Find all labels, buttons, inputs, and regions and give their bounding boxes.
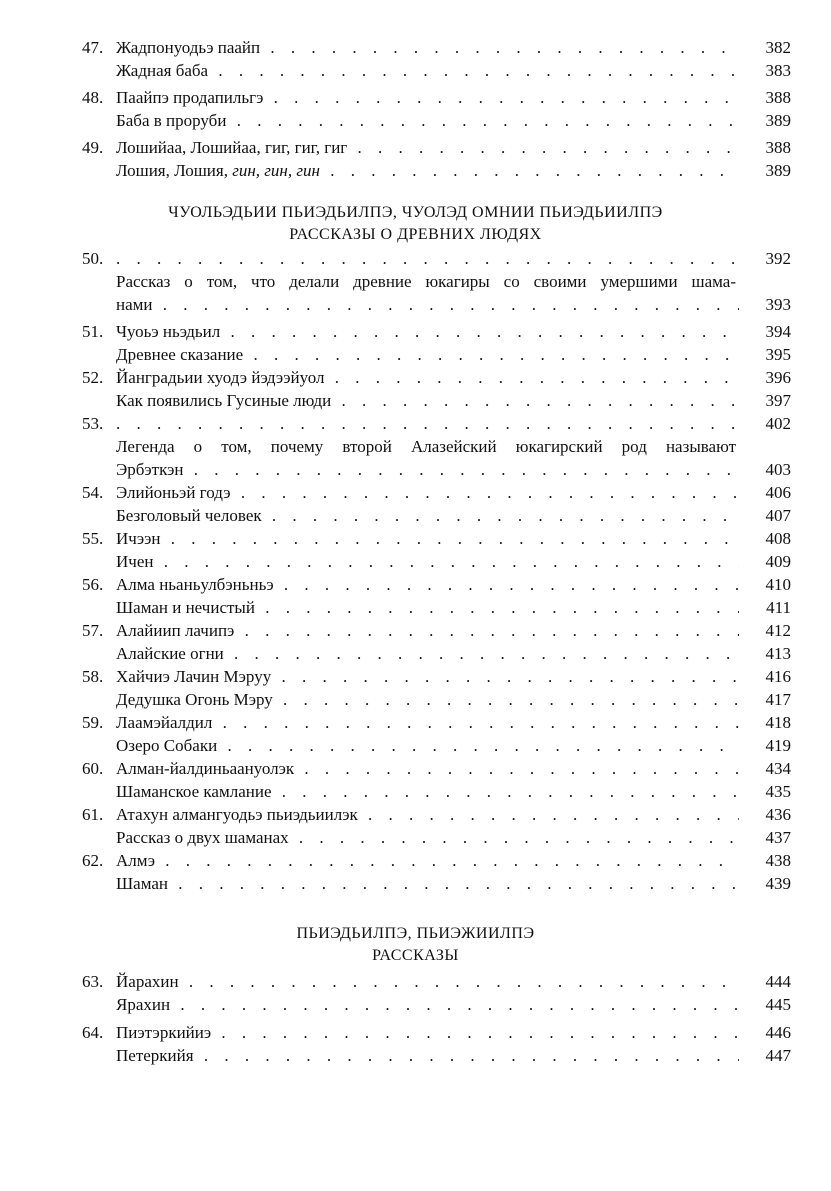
toc-entry-translation <box>0 872 831 895</box>
toc-entry-translation <box>0 550 831 573</box>
entry-title: Йанградьии хуодэ йэдээйуол . . . <box>116 366 739 389</box>
section-heading-line: РАССКАЗЫ <box>372 947 459 964</box>
toc-entry <box>0 757 831 780</box>
entry-title: Алайские огни . . . <box>116 642 739 665</box>
entry-title: Пиэтэркийиэ . . . <box>116 1021 739 1044</box>
entry-title: Йарахин . . . <box>116 970 739 993</box>
section-heading <box>0 202 831 246</box>
toc-entry-translation <box>0 270 831 293</box>
entry-number: 63. <box>82 972 104 991</box>
entry-page: 416 <box>765 667 791 686</box>
entry-number: 60. <box>82 759 104 778</box>
entry-number: 47. <box>82 38 104 57</box>
entry-title: Петеркийя . . . <box>116 1044 739 1067</box>
entry-title: Баба в проруби . . . <box>116 109 739 132</box>
entry-number: 50. <box>82 249 104 268</box>
entry-page: 411 <box>766 598 791 617</box>
toc-entry <box>0 573 831 596</box>
entry-title: Эрбэткэн . . . <box>116 458 739 481</box>
entry-page: 434 <box>765 759 791 778</box>
toc-entry-translation <box>0 109 831 132</box>
toc-entry <box>0 527 831 550</box>
entry-title: Жадная баба . . . <box>116 59 739 82</box>
entry-page: 392 <box>765 249 791 268</box>
toc-entry-translation <box>0 734 831 757</box>
toc-entry-translation <box>0 780 831 803</box>
toc-entry-translation <box>0 293 831 316</box>
toc-entry <box>0 803 831 826</box>
entry-number: 53. <box>82 414 104 433</box>
toc-entry <box>0 366 831 389</box>
entry-page: 417 <box>765 690 791 709</box>
entry-page: 419 <box>765 736 791 755</box>
toc-entry-translation <box>0 504 831 527</box>
entry-title: Шаманское камлание . . . <box>116 780 739 803</box>
toc-entry <box>0 36 831 59</box>
toc-entry-translation <box>0 389 831 412</box>
toc-entry-list <box>0 970 831 1067</box>
entry-page: 389 <box>765 111 791 130</box>
toc-entry-translation <box>0 435 831 458</box>
entry-title: Как появились Гусиные люди . . . <box>116 389 739 412</box>
entry-page: 412 <box>765 621 791 640</box>
toc-entry <box>0 1021 831 1044</box>
toc-entry <box>0 970 831 993</box>
entry-title: Алмэ . . . <box>116 849 739 872</box>
entry-number: 48. <box>82 88 104 107</box>
entry-page: 438 <box>765 851 791 870</box>
toc-entry-translation <box>0 1044 831 1067</box>
toc-entry <box>0 320 831 343</box>
toc-entry-translation <box>0 159 831 182</box>
entry-number: 62. <box>82 851 104 870</box>
entry-page: 410 <box>765 575 791 594</box>
toc-entry-translation <box>0 993 831 1016</box>
entry-number: 61. <box>82 805 104 824</box>
entry-title: Хайчиэ Лачин Мэруу . . . <box>116 665 739 688</box>
entry-page: 439 <box>765 874 791 893</box>
entry-page: 418 <box>765 713 791 732</box>
entry-title: Дедушка Огонь Мэру . . . <box>116 688 739 711</box>
entry-title: Лошия, Лошия, гин, гин, гин . . . <box>116 159 739 182</box>
section-heading-line: ПЬИЭДЬИЛПЭ, ПЬИЭЖИИЛПЭ <box>296 925 535 942</box>
entry-title: Древнее сказание . . . <box>116 343 739 366</box>
toc-entry <box>0 412 831 435</box>
entry-page: 393 <box>765 295 791 314</box>
entry-page: 406 <box>765 483 791 502</box>
entry-title: Алайиип лачипэ . . . <box>116 619 739 642</box>
toc-entry-translation <box>0 596 831 619</box>
entry-number: 49. <box>82 138 104 157</box>
toc-entry-translation <box>0 826 831 849</box>
entry-title: Рассказ о двух шаманах . . . <box>116 826 739 849</box>
toc-entry-translation <box>0 458 831 481</box>
entry-page: 407 <box>765 506 791 525</box>
entry-number: 52. <box>82 368 104 387</box>
entry-number: 57. <box>82 621 104 640</box>
entry-page: 397 <box>765 391 791 410</box>
entry-number: 58. <box>82 667 104 686</box>
entry-title: Лаамэйалдил . . . <box>116 711 739 734</box>
toc-entry <box>0 86 831 109</box>
entry-title: Легенда о том, почему второй Алазейский юкагирский род называют <box>116 437 736 456</box>
entry-page: 446 <box>765 1023 791 1042</box>
entry-page: 388 <box>765 88 791 107</box>
section-heading-line: РАССКАЗЫ О ДРЕВНИХ ЛЮДЯХ <box>289 226 542 243</box>
entry-page: 403 <box>765 460 791 479</box>
entry-page: 402 <box>765 414 791 433</box>
entry-title: Элийоньэй годэ . . . <box>116 481 739 504</box>
entry-title: Безголовый человек . . . <box>116 504 739 527</box>
entry-title: Шаман . . . <box>116 872 739 895</box>
section-heading-line: ЧУОЛЬЭДЬИИ ПЬИЭДЬИЛПЭ, ЧУОЛЭД ОМНИИ ПЬИЭДЬИИЛПЭ <box>168 204 663 221</box>
entry-page: 437 <box>765 828 791 847</box>
entry-title: Ярахин . . . <box>116 993 739 1016</box>
entry-page: 409 <box>765 552 791 571</box>
entry-title: Рассказ о том, что делали древние юкагиры со своими умершими шама- <box>116 272 736 291</box>
toc-entry <box>0 247 831 270</box>
entry-title: Алма ньаньулбэньньэ . . . <box>116 573 739 596</box>
entry-page: 436 <box>765 805 791 824</box>
toc-entry-translation <box>0 642 831 665</box>
entry-page: 413 <box>765 644 791 663</box>
entry-number: 64. <box>82 1023 104 1042</box>
entry-number: 55. <box>82 529 104 548</box>
toc-entry <box>0 136 831 159</box>
entry-page: 447 <box>765 1046 791 1065</box>
toc-entry-translation <box>0 59 831 82</box>
toc-entry-translation <box>0 688 831 711</box>
entry-number: 51. <box>82 322 104 341</box>
entry-title: Лошийаа, Лошийаа, гиг, гиг, гиг . . . <box>116 136 739 159</box>
toc-entry-translation <box>0 343 831 366</box>
entry-title-dots <box>116 247 739 270</box>
toc-entry <box>0 619 831 642</box>
toc-entry <box>0 711 831 734</box>
entry-title: Озеро Собаки . . . <box>116 734 739 757</box>
entry-page: 389 <box>765 161 791 180</box>
entry-page: 394 <box>765 322 791 341</box>
entry-title: нами . . . <box>116 293 739 316</box>
entry-page: 408 <box>765 529 791 548</box>
entry-title: Жадпонуодьэ паайп . . . <box>116 36 739 59</box>
entry-page: 383 <box>765 61 791 80</box>
entry-title: Алман-йалдиньаануолэк . . . <box>116 757 739 780</box>
toc-entry-list <box>0 481 831 895</box>
entry-title: Шаман и нечистый . . . <box>116 596 739 619</box>
toc-group-2 <box>0 247 831 895</box>
entry-title: Чуоьэ ньэдьил . . . <box>116 320 739 343</box>
entry-title-dots <box>116 412 739 435</box>
entry-title: Паайпэ продапильгэ . . . <box>116 86 739 109</box>
entry-title: Ичен . . . <box>116 550 739 573</box>
entry-number: 59. <box>82 713 104 732</box>
entry-title: Ичээн . . . <box>116 527 739 550</box>
toc-entry <box>0 481 831 504</box>
entry-page: 444 <box>765 972 791 991</box>
toc-entry <box>0 665 831 688</box>
entry-number: 54. <box>82 483 104 502</box>
section-heading <box>0 923 831 967</box>
toc-group-3 <box>0 970 831 1067</box>
entry-page: 388 <box>765 138 791 157</box>
entry-number: 56. <box>82 575 104 594</box>
toc-group-1 <box>0 36 831 182</box>
entry-page: 435 <box>765 782 791 801</box>
toc-entry <box>0 849 831 872</box>
entry-page: 395 <box>765 345 791 364</box>
entry-title: Атахун алмангуодьэ пьиэдьиилэк . . . <box>116 803 739 826</box>
entry-page: 396 <box>765 368 791 387</box>
entry-page: 382 <box>765 38 791 57</box>
entry-page: 445 <box>765 995 791 1014</box>
